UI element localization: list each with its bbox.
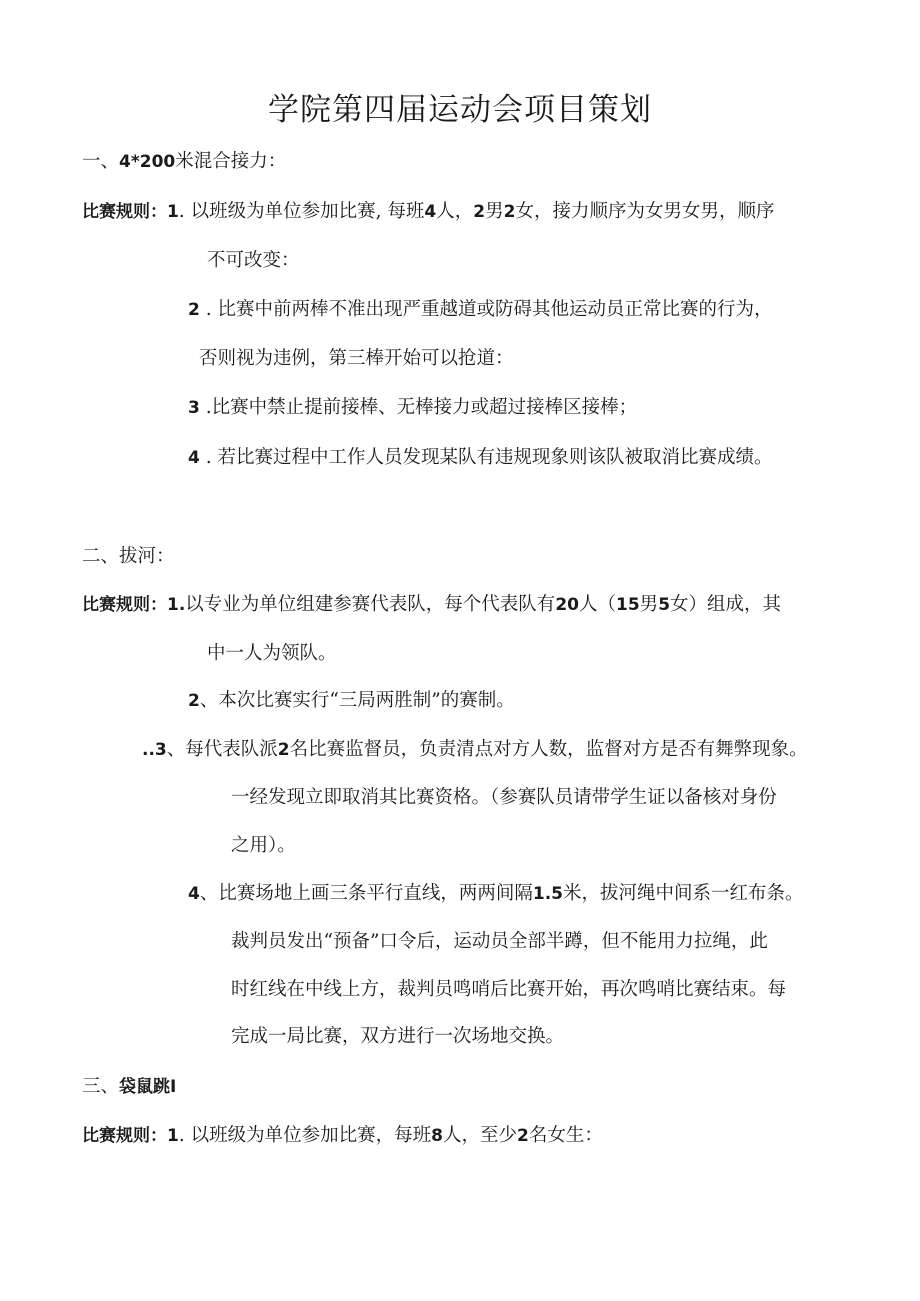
section2-rule3-num: ..3 <box>142 740 167 760</box>
section2-rule4-cont3: 完成一局比赛，双方进行一次场地交换。 <box>231 1026 565 1047</box>
section2-rule1-num: 1. <box>167 595 186 615</box>
section2-rule1-text-c: 男 <box>639 594 659 615</box>
section3-rule1-girls: 2 <box>516 1126 529 1146</box>
section2-rule4-cont2: 时红线在中线上方，裁判员鸣哨后比赛开始，再次鸣哨比赛结束。每 <box>231 979 787 1000</box>
section1-rule1-cont: 不可改变： <box>207 250 300 271</box>
section1-heading-bold: 4*200 <box>119 152 176 172</box>
page-title: 学院第四届运动会项目策划 <box>268 92 652 128</box>
section3-rule1-text-c: 名女生： <box>528 1125 603 1146</box>
section2-rule3-count: 2 <box>277 740 290 760</box>
section2-heading: 二、拔河： <box>82 546 175 567</box>
section1-rule2 <box>188 298 773 322</box>
section1-rule3-num: 3 <box>188 398 200 418</box>
section2-rule4-text-a: 、比赛场地上画三条平行直线，两两间隔 <box>199 883 533 904</box>
section1-rule4 <box>188 446 773 470</box>
section2-rule3-cont2: 之用）。 <box>231 835 296 856</box>
section1-heading-prefix: 一、 <box>82 151 120 172</box>
section3-heading-bold: 袋鼠跳I <box>119 1077 177 1097</box>
section3-rule1-count: 8 <box>431 1126 443 1146</box>
section3-rule1-text-a: . 以班级为单位参加比赛，每班 <box>178 1125 432 1146</box>
section1-rule2-text: . 比赛中前两棒不准出现严重越道或防碍其他运动员正常比赛的行为， <box>199 299 773 320</box>
section2-rule1-girls: 5 <box>658 595 671 615</box>
section1-rule1-girls: 2 <box>503 202 516 222</box>
section2-rule3-cont1: 一经发现立即取消其比赛资格。（参赛队员请带学生证以备核对身份 <box>231 787 777 808</box>
section2-rule1-count: 20 <box>555 595 579 615</box>
section1-rule2-cont: 否则视为违例，第三棒开始可以抢道： <box>199 348 514 369</box>
section1-rule1-boys: 2 <box>473 202 486 222</box>
section2-rule3-text-b: 名比赛监督员，负责清点对方人数，监督对方是否有舞弊现象。 <box>289 739 808 760</box>
section3-rule1 <box>82 1124 603 1148</box>
section2-rule2-num: 2 <box>188 691 200 711</box>
section2-rule1-text-d: 女）组成，其 <box>670 594 782 615</box>
section2-rule1-text-a: 以专业为单位组建参赛代表队，每个代表队有 <box>185 594 556 615</box>
section1-rule1-text-b: 人， <box>436 201 474 222</box>
section1-heading-rest: 米混合接力： <box>175 151 287 172</box>
section2-rule2-text: 、本次比赛实行“三局两胜制”的赛制。 <box>199 690 515 711</box>
section3-heading <box>82 1075 176 1099</box>
section3-rule1-text-b: 人，至少 <box>442 1125 517 1146</box>
section1-rule1-text-d: 女，接力顺序为女男女男，顺序 <box>515 201 775 222</box>
section2-rules-label: 比赛规则： <box>82 595 167 615</box>
section1-rule4-num: 4 <box>188 448 200 468</box>
section1-rules-label: 比赛规则： <box>82 202 167 222</box>
section2-rule4 <box>188 882 804 906</box>
section1-rule3-text: .比赛中禁止提前接棒、无棒接力或超过接棒区接棒； <box>199 397 638 418</box>
section1-rule1-text-a: . 以班级为单位参加比赛, 每班 <box>178 201 425 222</box>
section1-rule4-text: . 若比赛过程中工作人员发现某队有违规现象则该队被取消比赛成绩。 <box>199 447 773 468</box>
section2-rule4-cont1: 裁判员发出“预备”口令后，运动员全部半蹲，但不能用力拉绳，此 <box>231 931 768 952</box>
section1-rule1-num: 1 <box>167 202 179 222</box>
section1-heading <box>82 150 286 174</box>
section3-heading-prefix: 三、 <box>82 1076 120 1097</box>
section1-rule2-num: 2 <box>188 300 200 320</box>
section2-rule1 <box>82 593 781 617</box>
section2-rule2 <box>188 689 515 713</box>
section2-rule1-cont: 中一人为领队。 <box>207 643 337 664</box>
section2-rule3-text-a: 、每代表队派 <box>166 739 278 760</box>
section2-rule3 <box>142 738 808 762</box>
section1-rule3 <box>188 396 637 420</box>
section2-rule4-num: 4 <box>188 884 200 904</box>
section2-rule1-boys: 15 <box>616 595 640 615</box>
section1-rule1-count: 4 <box>424 202 437 222</box>
section1-rule1-text-c: 男 <box>485 201 504 222</box>
section1-rule1 <box>82 200 774 224</box>
section2-rule1-text-b: 人（ <box>578 594 616 615</box>
section2-rule4-text-b: 米，拔河绳中间系一红布条。 <box>562 883 804 904</box>
section2-rule4-dist: 1.5 <box>532 884 563 904</box>
section3-rule1-num: 1 <box>167 1126 179 1146</box>
section3-rules-label: 比赛规则： <box>82 1126 167 1146</box>
